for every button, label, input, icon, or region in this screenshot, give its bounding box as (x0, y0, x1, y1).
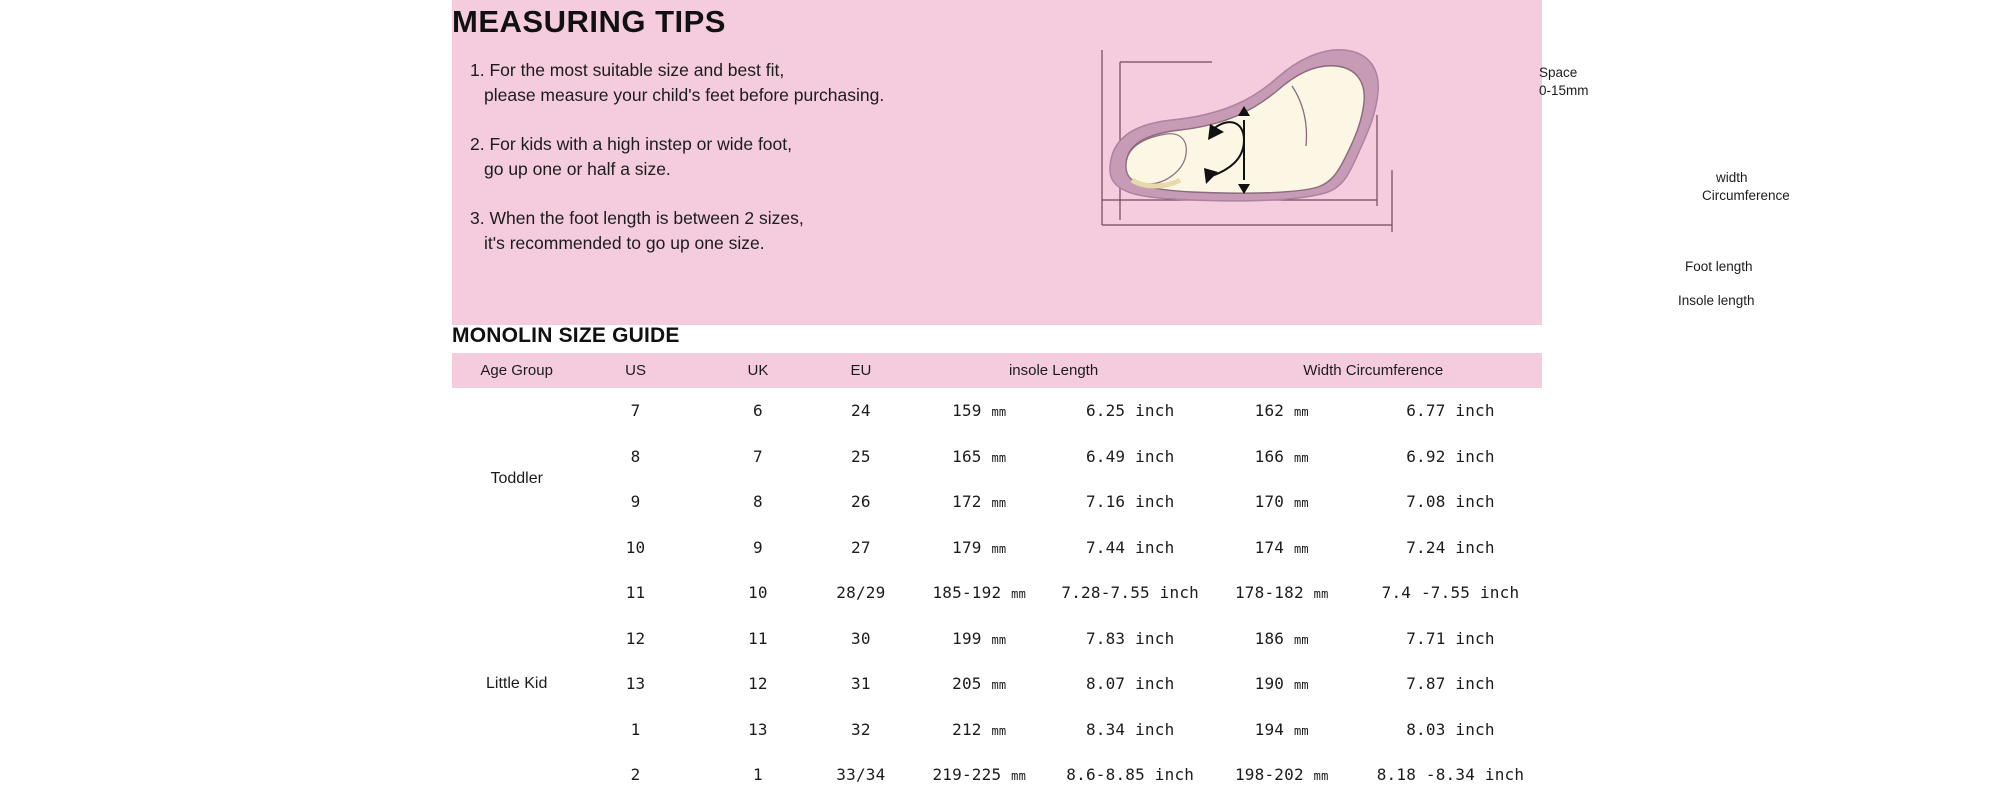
insole-length-label: Insole length (1678, 293, 1755, 308)
unit-mm: mm (1293, 678, 1309, 693)
cell-insole-mm (903, 434, 1056, 480)
space-label: Space (1539, 65, 1578, 80)
cell-eu: 30 (819, 616, 902, 662)
header-width-circumference: Width Circumference (1205, 353, 1542, 388)
table-row (452, 752, 1542, 798)
cell-width-mm (1205, 707, 1359, 753)
cell-insole-mm (903, 479, 1056, 525)
cell-eu: 27 (819, 525, 902, 571)
value: 170 (1254, 492, 1285, 512)
unit-mm: mm (991, 723, 1007, 738)
tip-line-2: it's recommended to go up one size. (484, 232, 765, 253)
unit-mm: mm (1293, 405, 1309, 420)
cell-width-inch: 7.08 inch (1359, 479, 1542, 525)
cell-width-inch: 8.03 inch (1359, 707, 1542, 753)
value: 178-182 (1234, 583, 1304, 603)
measuring-tips-list (470, 58, 1090, 279)
circumference-label: Circumference (1702, 188, 1790, 203)
cell-width-mm (1205, 570, 1359, 616)
cell-insole-mm (903, 570, 1056, 616)
cell-eu: 24 (819, 388, 902, 434)
cell-insole-inch: 8.6-8.85 inch (1056, 752, 1205, 798)
cell-uk: 9 (697, 525, 819, 571)
tip-line-2: please measure your child's feet before purchasing. (484, 85, 885, 106)
cell-us: 9 (574, 479, 696, 525)
table-row (452, 525, 1542, 571)
table-row (452, 570, 1542, 616)
width-label: width (1716, 170, 1748, 185)
table-row (452, 661, 1542, 707)
tip-item (470, 58, 1090, 109)
table-row (452, 388, 1542, 434)
unit-mm: mm (1293, 723, 1309, 738)
value: 199 (952, 628, 982, 648)
cell-width-mm (1205, 525, 1359, 571)
cell-width-inch: 7.4 -7.55 inch (1359, 570, 1542, 616)
cell-insole-mm (903, 388, 1056, 434)
cell-insole-inch: 8.34 inch (1056, 707, 1205, 753)
unit-mm: mm (1293, 496, 1309, 511)
cell-insole-inch: 7.83 inch (1056, 616, 1205, 662)
cell-us: 7 (574, 388, 696, 434)
unit-mm: mm (991, 678, 1007, 693)
unit-mm: mm (1293, 632, 1309, 647)
unit-mm: mm (1011, 587, 1026, 602)
tip-number: 1. (470, 60, 485, 80)
cell-insole-inch: 6.49 inch (1056, 434, 1205, 480)
unit-mm: mm (1313, 587, 1329, 602)
cell-width-inch: 7.87 inch (1359, 661, 1542, 707)
header-insole-length: insole Length (903, 353, 1205, 388)
tip-line-1: When the foot length is between 2 sizes, (489, 207, 804, 228)
table-row (452, 479, 1542, 525)
cell-uk: 13 (697, 707, 819, 753)
tip-item (470, 206, 1090, 257)
table-row (452, 434, 1542, 480)
unit-mm: mm (991, 632, 1007, 647)
cell-width-mm (1205, 434, 1359, 480)
cell-us: 12 (574, 616, 696, 662)
value: 179 (952, 537, 982, 557)
header-age-group: Age Group (452, 353, 574, 388)
foot-measurement-diagram (1092, 20, 1790, 310)
cell-us: 8 (574, 434, 696, 480)
unit-mm: mm (1293, 541, 1309, 556)
cell-eu: 32 (819, 707, 902, 753)
cell-uk: 10 (697, 570, 819, 616)
value: 172 (952, 492, 982, 512)
cell-eu: 28/29 (819, 570, 902, 616)
cell-insole-mm (903, 707, 1056, 753)
cell-width-inch: 7.71 inch (1359, 616, 1542, 662)
cell-insole-inch: 7.16 inch (1056, 479, 1205, 525)
cell-us: 10 (574, 525, 696, 571)
value: 186 (1254, 628, 1285, 648)
size-guide-title: MONOLIN SIZE GUIDE (452, 324, 680, 347)
cell-insole-inch: 6.25 inch (1056, 388, 1205, 434)
cell-width-inch: 8.18 -8.34 inch (1359, 752, 1542, 798)
space-range-label: 0-15mm (1539, 83, 1589, 98)
value: 166 (1254, 446, 1285, 466)
foot-diagram-svg (1092, 20, 1532, 310)
header-eu: EU (819, 353, 902, 388)
value: 198-202 (1234, 765, 1304, 785)
unit-mm: mm (991, 496, 1007, 511)
cell-width-inch: 6.92 inch (1359, 434, 1542, 480)
table-header-row (452, 353, 1542, 388)
value: 159 (952, 401, 982, 421)
tip-line-2: go up one or half a size. (484, 159, 671, 180)
tip-number: 2. (470, 133, 485, 154)
cell-insole-inch: 7.44 inch (1056, 525, 1205, 571)
tip-line-1: For kids with a high instep or wide foot, (489, 133, 792, 154)
measuring-tips-title: MEASURING TIPS (452, 4, 726, 39)
cell-uk: 7 (697, 434, 819, 480)
cell-insole-mm (903, 616, 1056, 662)
cell-us: 2 (574, 752, 696, 798)
unit-mm: mm (991, 450, 1007, 465)
unit-mm: mm (1011, 769, 1026, 784)
cell-width-mm (1205, 661, 1359, 707)
cell-width-inch: 6.77 inch (1359, 388, 1542, 434)
cell-uk: 1 (697, 752, 819, 798)
tip-line-1: For the most suitable size and best fit, (489, 60, 785, 80)
measuring-tips-panel (452, 0, 1790, 325)
cell-uk: 8 (697, 479, 819, 525)
table-row (452, 616, 1542, 662)
value: 205 (952, 674, 982, 694)
cell-us: 13 (574, 661, 696, 707)
value: 194 (1254, 719, 1285, 739)
cell-width-mm (1205, 616, 1359, 662)
age-group-toddler: Toddler (452, 388, 574, 570)
cell-insole-inch: 8.07 inch (1056, 661, 1205, 707)
cell-insole-mm (903, 525, 1056, 571)
cell-width-mm (1205, 479, 1359, 525)
cell-width-mm (1205, 388, 1359, 434)
value: 212 (952, 719, 982, 739)
cell-insole-mm (903, 752, 1056, 798)
header-us: US (574, 353, 696, 388)
unit-mm: mm (991, 541, 1007, 556)
cell-us: 11 (574, 570, 696, 616)
value: 162 (1254, 401, 1285, 421)
cell-insole-mm (903, 661, 1056, 707)
cell-width-inch: 7.24 inch (1359, 525, 1542, 571)
cell-width-mm (1205, 752, 1359, 798)
unit-mm: mm (1293, 450, 1309, 465)
value: 219-225 (932, 765, 1002, 785)
header-uk: UK (697, 353, 819, 388)
foot-length-label: Foot length (1685, 259, 1753, 274)
cell-us: 1 (574, 707, 696, 753)
value: 174 (1254, 537, 1285, 557)
cell-eu: 33/34 (819, 752, 902, 798)
value: 185-192 (932, 583, 1002, 603)
unit-mm: mm (1313, 769, 1329, 784)
cell-eu: 25 (819, 434, 902, 480)
cell-uk: 12 (697, 661, 819, 707)
value: 190 (1254, 674, 1285, 694)
unit-mm: mm (991, 405, 1007, 420)
cell-eu: 26 (819, 479, 902, 525)
value: 165 (952, 446, 982, 466)
tip-number: 3. (470, 207, 485, 228)
cell-uk: 6 (697, 388, 819, 434)
cell-insole-inch: 7.28-7.55 inch (1056, 570, 1205, 616)
cell-uk: 11 (697, 616, 819, 662)
age-group-little-kid: Little Kid (452, 570, 574, 798)
size-guide-table (452, 353, 1542, 798)
tip-item (470, 132, 1090, 183)
table-row (452, 707, 1542, 753)
cell-eu: 31 (819, 661, 902, 707)
